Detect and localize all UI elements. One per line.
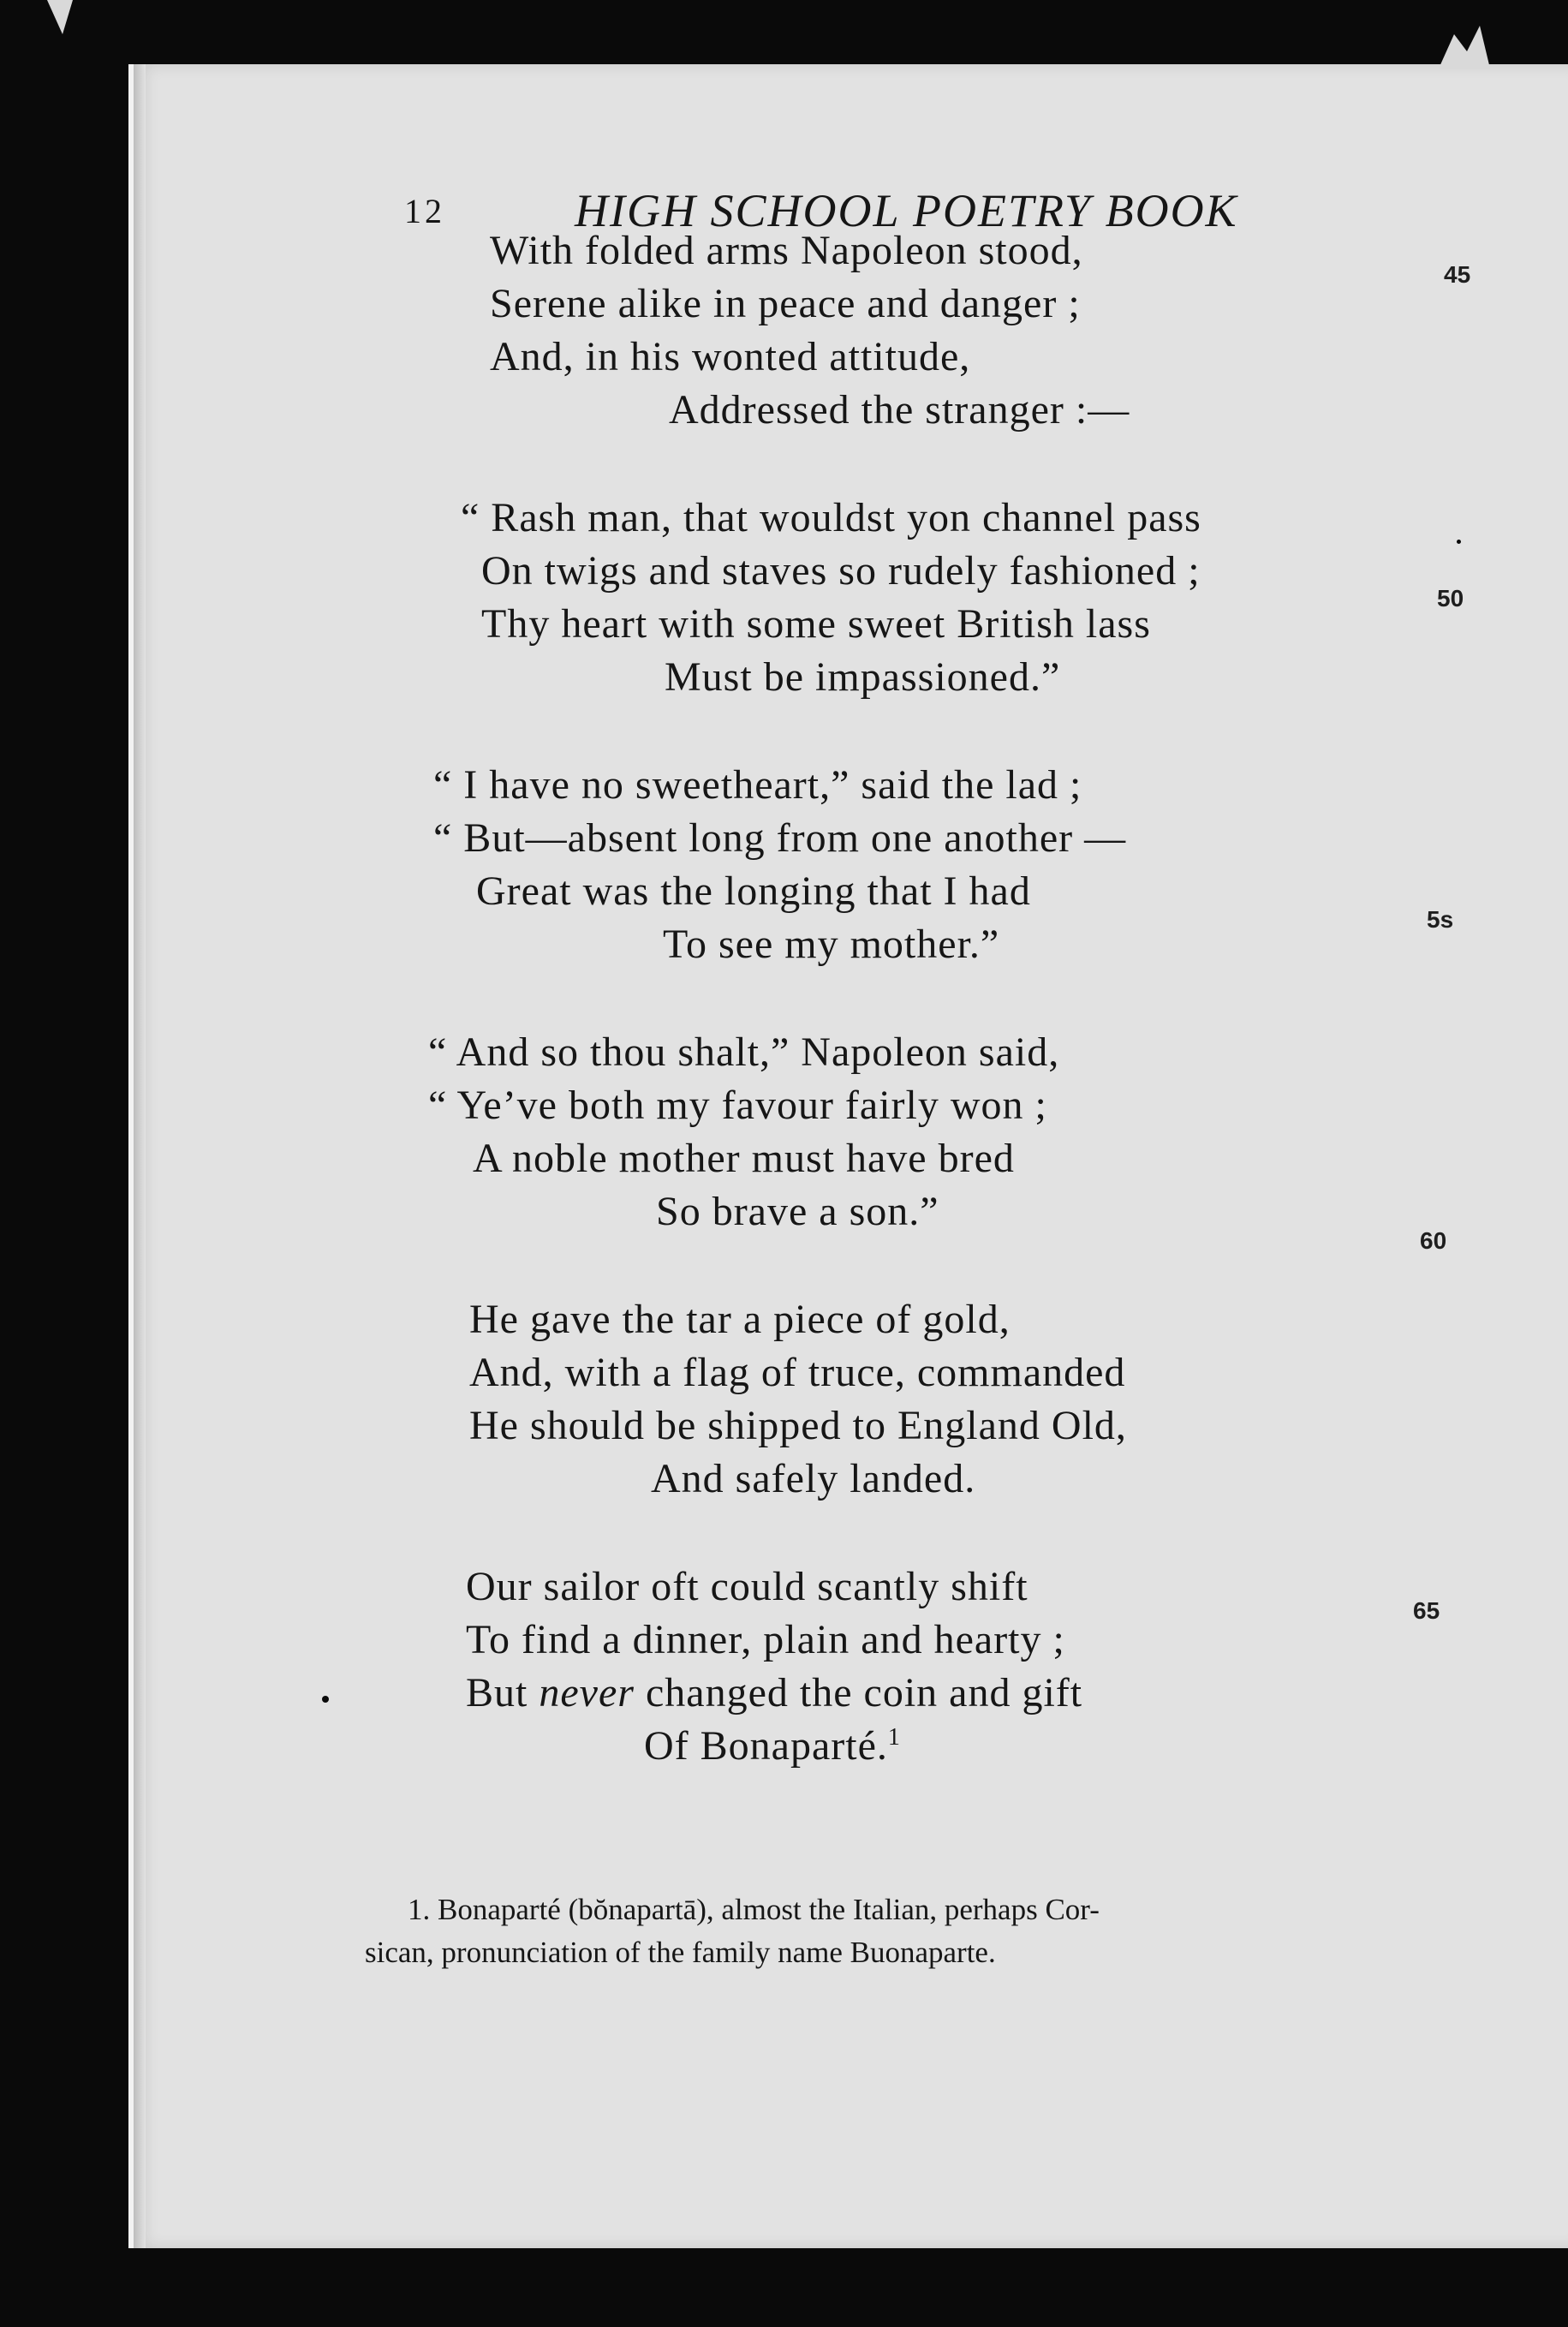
- poem-line: And, in his wonted attitude,: [490, 334, 971, 379]
- poem-line: And safely landed.: [651, 1456, 976, 1501]
- ink-speck: [1457, 540, 1461, 544]
- poem-line: “ I have no sweetheart,” said the lad ;: [433, 762, 1082, 808]
- poem-text: But: [466, 1670, 528, 1715]
- poem-line: “ And so thou shalt,” Napoleon said,: [428, 1029, 1060, 1075]
- poem-text: changed the coin and gift: [645, 1670, 1083, 1715]
- poem-line: On twigs and staves so rudely fashioned ;: [481, 548, 1201, 594]
- poem-line: Addressed the stranger :—: [669, 387, 1130, 433]
- ink-speck: [322, 1696, 329, 1703]
- footnote-marker: 1: [887, 1724, 901, 1751]
- poem-line: And, with a flag of truce, commanded: [469, 1350, 1126, 1395]
- torn-edge: [47, 0, 73, 34]
- poem-line: So brave a son.”: [656, 1189, 939, 1234]
- poem-line: To find a dinner, plain and hearty ;: [466, 1617, 1065, 1662]
- torn-edge: [1439, 26, 1490, 69]
- poem-line: “ Rash man, that wouldst yon channel pass: [461, 495, 1201, 540]
- poem-line: He gave the tar a piece of gold,: [469, 1297, 1011, 1342]
- page-binding-shadow: [134, 64, 146, 2248]
- footnote-line: sican, pronunciation of the family name Buonaparte.: [365, 1936, 996, 1969]
- poem-line: [466, 1669, 1082, 1716]
- line-number: 45: [1444, 261, 1471, 288]
- poem-line: [644, 1722, 901, 1769]
- poem-line: To see my mother.”: [663, 922, 1000, 967]
- poem-emphasis: never: [539, 1670, 635, 1715]
- poem-line: “ Ye’ve both my favour fairly won ;: [428, 1083, 1047, 1128]
- poem-line: Serene alike in peace and danger ;: [490, 281, 1081, 326]
- book-page: [128, 64, 1568, 2248]
- poem-line: Great was the longing that I had: [476, 868, 1031, 914]
- poem-line: Must be impassioned.”: [665, 654, 1061, 700]
- running-title: HIGH SCHOOL POETRY BOOK: [575, 185, 1238, 236]
- line-number: 5s: [1427, 906, 1454, 933]
- footnote-line: 1. Bonaparté (bŏnapartā), almost the Italian, perhaps Cor-: [408, 1893, 1100, 1926]
- poem-line: A noble mother must have bred: [473, 1136, 1015, 1181]
- poem-line: He should be shipped to England Old,: [469, 1403, 1127, 1448]
- line-number: 65: [1413, 1597, 1440, 1624]
- page-number: 12: [404, 192, 445, 230]
- poem-line: With folded arms Napoleon stood,: [490, 228, 1083, 273]
- line-number: 50: [1437, 585, 1464, 612]
- line-number: 60: [1420, 1227, 1447, 1254]
- poem-line: “ But—absent long from one another —: [433, 815, 1127, 861]
- poem-line: Thy heart with some sweet British lass: [481, 601, 1151, 647]
- poem-text: Of Bonaparté.: [644, 1723, 888, 1769]
- poem-line: Our sailor oft could scantly shift: [466, 1564, 1028, 1609]
